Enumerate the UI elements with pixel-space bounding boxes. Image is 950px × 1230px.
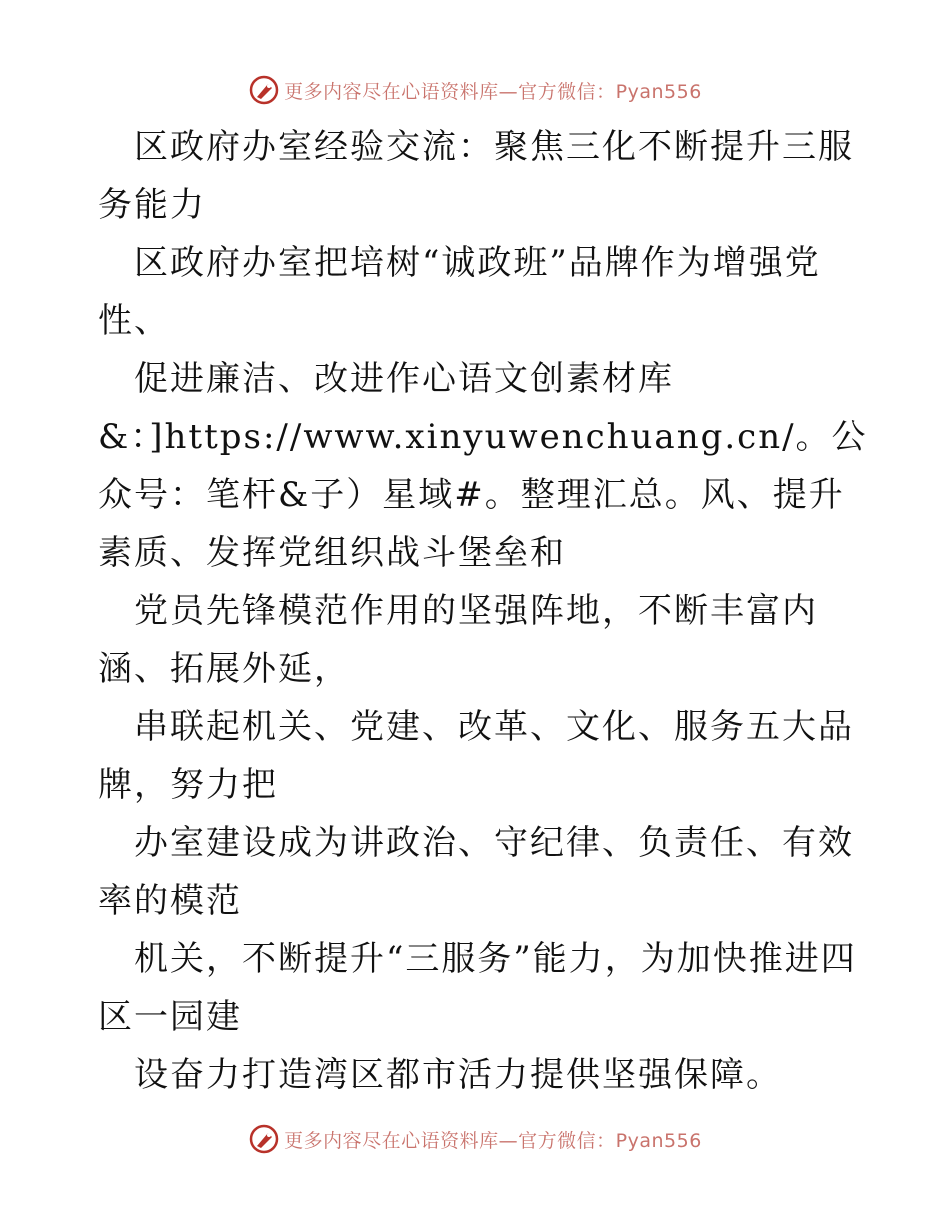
paragraph-title: 区政府办室经验交流：聚焦三化不断提升三服务能力: [98, 127, 854, 225]
paragraph: 促进廉洁、改进作心语文创素材库: [134, 359, 674, 399]
paragraph-with-link: &：]https://www.xinyuwenchuang.cn/。公众号：笔杆&子）星域#。整理汇总。风、提升素质、发挥党组织战斗堡垒和: [98, 417, 868, 573]
pen-nib-logo-icon: [248, 74, 280, 106]
footer-watermark-banner: [0, 1119, 950, 1159]
header-watermark-text: 更多内容尽在心语资料库—官方微信：Pyan556: [284, 80, 702, 103]
pen-nib-logo-icon: [248, 1123, 280, 1155]
paragraph: 设奋力打造湾区都市活力提供坚强保障。: [134, 1055, 782, 1095]
header-watermark-banner: [0, 70, 950, 110]
paragraph: 党员先锋模范作用的坚强阵地，不断丰富内涵、拓展外延，: [98, 591, 818, 689]
document-body: [98, 118, 868, 1104]
paragraph: 机关，不断提升“三服务”能力，为加快推进四区一园建: [98, 939, 857, 1037]
paragraph: 串联起机关、党建、改革、文化、服务五大品牌，努力把: [98, 707, 854, 805]
footer-watermark-text: 更多内容尽在心语资料库—官方微信：Pyan556: [284, 1129, 702, 1152]
paragraph: 区政府办室把培树“诚政班”品牌作为增强党性、: [98, 243, 821, 341]
paragraph: 办室建设成为讲政治、守纪律、负责任、有效率的模范: [98, 823, 854, 921]
